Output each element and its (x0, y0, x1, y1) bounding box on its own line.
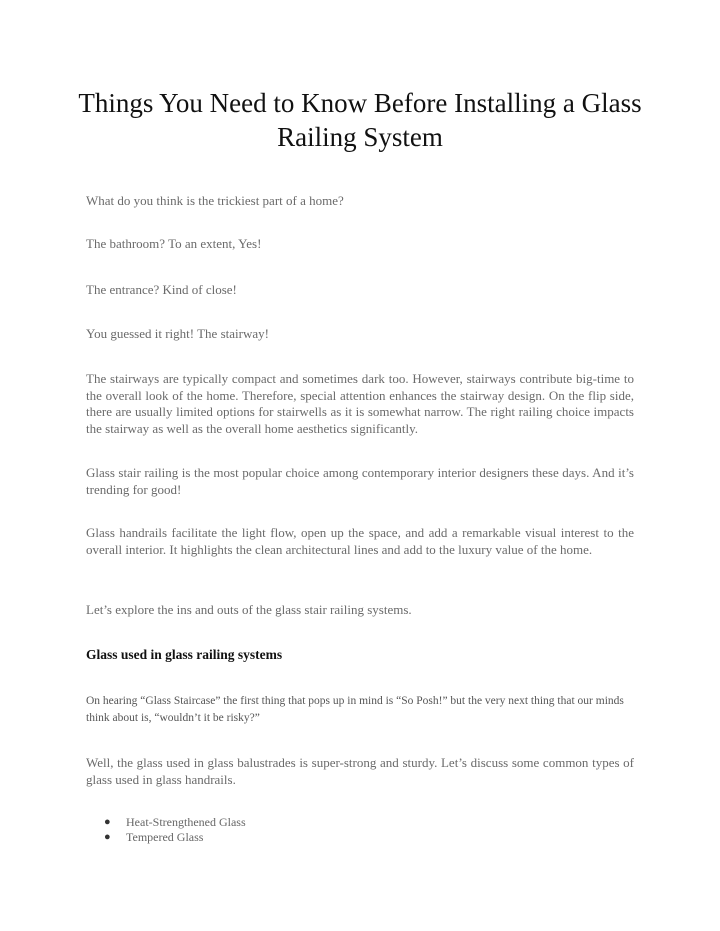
paragraph-question: What do you think is the trickiest part of a home? (86, 193, 344, 208)
bullet-icon: ● (104, 831, 111, 843)
list-item-label: Tempered Glass (126, 830, 204, 844)
bullet-icon: ● (104, 816, 111, 828)
list-item-label: Heat-Strengthened Glass (126, 815, 246, 829)
paragraph-stairway: You guessed it right! The stairway! (86, 326, 269, 341)
paragraph-bathroom: The bathroom? To an extent, Yes! (86, 236, 262, 251)
paragraph-glass-stair-railing: Glass stair railing is the most popular choice among contemporary interior designers these days. And it’s trending for good! (86, 465, 634, 497)
section-heading: Glass used in glass railing systems (86, 647, 283, 662)
paragraph-explore: Let’s explore the ins and outs of the glass stair railing systems. (86, 602, 412, 617)
paragraph-glass-handrails: Glass handrails facilitate the light flow, open up the space, and add a remarkable visual interest to the overall interior. It highlights the clean architectural lines and add to the luxury value of the home. (86, 525, 634, 557)
document-title: Things You Need to Know Before Installing a Glass Railing System (78, 88, 642, 152)
glass-types-list (86, 815, 246, 845)
paragraph-glass-staircase: On hearing “Glass Staircase” the first thing that pops up in mind is “So Posh!” but the very next thing that our minds think about is, “wouldn’t it be risky?” (86, 695, 624, 724)
paragraph-glass-strength: Well, the glass used in glass balustrades is super-strong and sturdy. Let’s discuss some common types of glass used in glass handrails. (86, 755, 634, 787)
paragraph-entrance: The entrance? Kind of close! (86, 282, 237, 297)
list-item (86, 830, 246, 845)
list-item (86, 815, 246, 830)
paragraph-stairways-description: The stairways are typically compact and sometimes dark too. However, stairways contribute big-time to the overall look of the home. Therefore, special attention enhances the stairway design. On the flip side, there are usually limited options for stairwells as it is somewhat narrow. The right railing choice impacts the stairway as well as the overall home aesthetics significantly. (86, 371, 634, 436)
